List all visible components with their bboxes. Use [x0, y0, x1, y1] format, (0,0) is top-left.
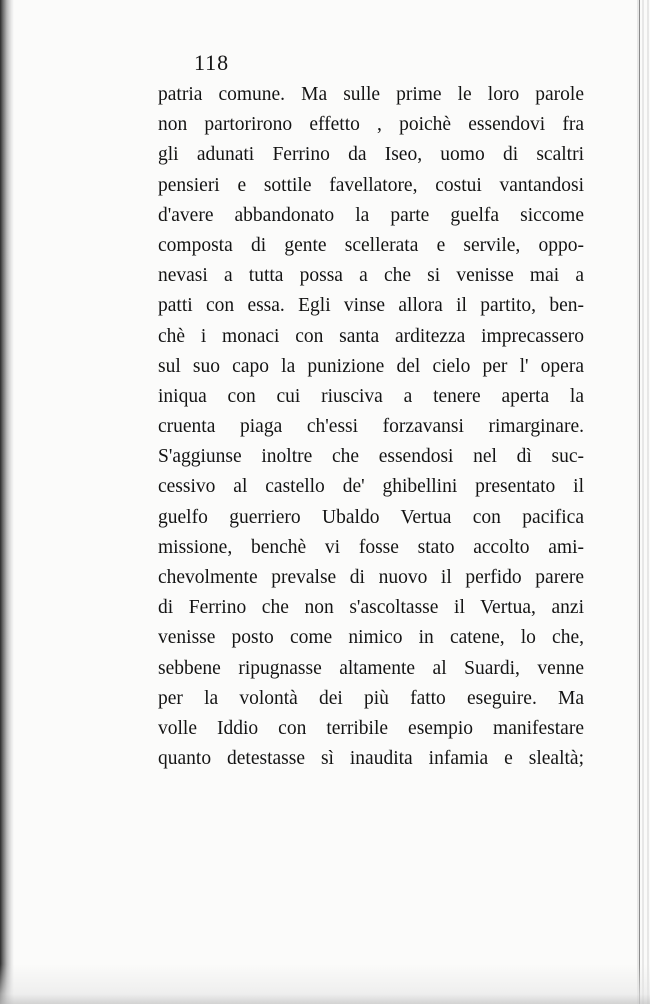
text-line: nevasi a tutta possa a che si venisse mai a: [158, 265, 584, 287]
text-line: sul suo capo la punizione del cielo per l' opera: [158, 355, 584, 377]
text-line: missione, benchè vi fosse stato accolto ami-: [158, 536, 584, 558]
page-edge-line: [639, 0, 640, 1004]
text-line: sebbene ripugnasse altamente al Suardi, venne: [158, 657, 584, 679]
text-line: patria comune. Ma sulle prime le loro parole: [158, 84, 584, 105]
text-line: iniqua con cui riusciva a tenere aperta la: [158, 385, 584, 407]
text-line: guelfo guerriero Ubaldo Vertua con pacifica: [158, 506, 584, 528]
text-line: cessivo al castello de' ghibellini presentato il: [158, 476, 584, 498]
text-line: S'aggiunse inoltre che essendosi nel dì suc-: [158, 446, 584, 468]
text-line: gli adunati Ferrino da Iseo, uomo di scaltri: [158, 144, 584, 166]
page-bottom-shadow: [0, 964, 650, 1004]
text-line: d'avere abbandonato la parte guelfa siccome: [158, 204, 584, 226]
text-line: pensieri e sottile favellatore, costui vantandosi: [158, 174, 584, 196]
page-number: 118: [194, 50, 230, 75]
text-line: quanto detestasse sì inaudita infamia e slealtà;: [158, 748, 584, 770]
text-line: non partorirono effetto , poichè essendovi fra: [158, 114, 584, 136]
text-line: di Ferrino che non s'ascoltasse il Vertua, anzi: [158, 597, 584, 619]
text-line: composta di gente scellerata e servile, oppo-: [158, 234, 584, 256]
text-line: chè i monaci con santa arditezza imprecassero: [158, 325, 584, 347]
text-line: per la volontà dei più fatto eseguire. Ma: [158, 687, 584, 709]
text-line: volle Iddio con terribile esempio manifestare: [158, 717, 584, 739]
body-text: [158, 80, 584, 774]
text-line: venisse posto come nimico in catene, lo che,: [158, 627, 584, 649]
binding-gutter: [0, 0, 14, 1004]
text-line: chevolmente prevalse di nuovo il perfido parere: [158, 567, 584, 588]
page-stack-edge: [634, 0, 650, 1004]
text-line: patti con essa. Egli vinse allora il partito, ben-: [158, 295, 584, 317]
text-line: cruenta piaga ch'essi forzavansi rimarginare.: [158, 416, 584, 438]
